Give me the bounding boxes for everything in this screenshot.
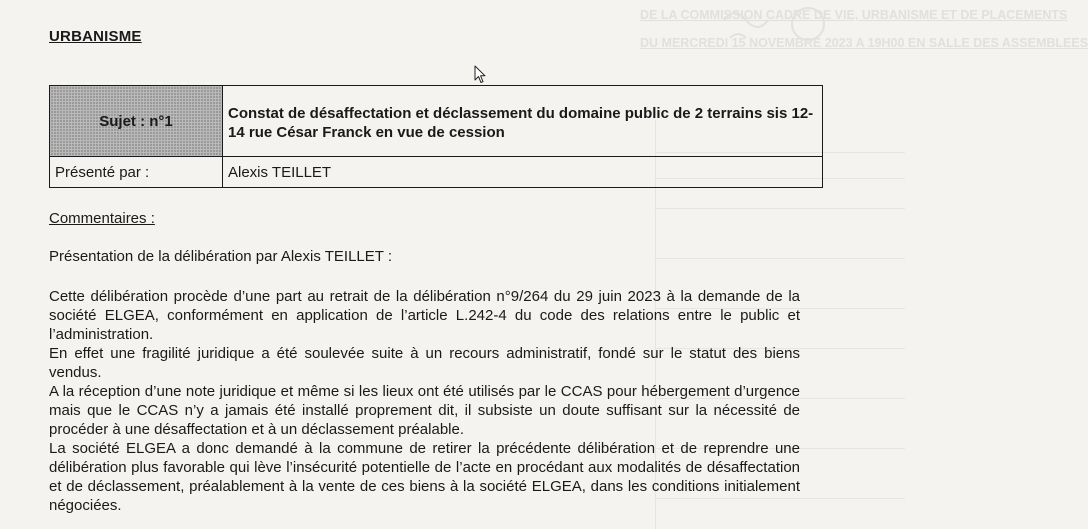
subject-title: Constat de désaffectation et déclassement du domaine public de 2 terrains sis 12-14 rue César Franck en vue de cession	[223, 86, 823, 157]
bleed-through-logo	[716, 2, 826, 52]
presenter-name: Alexis TEILLET	[223, 157, 823, 188]
bleed-through-rule	[655, 258, 905, 259]
bleed-through-rule	[655, 208, 905, 209]
bleed-through-heading-1: DE LA COMMISSION CADRE DE VIE, URBANISME ET DE PLACEMENTS	[640, 8, 1068, 22]
comments-heading: Commentaires :	[49, 210, 155, 227]
paragraph-legal-fragility: En effet une fragilité juridique a été soulevée suite à un recours administratif, fondé sur le statut des biens vendus.	[49, 345, 800, 381]
subject-row	[50, 86, 823, 157]
presentation-intro: Présentation de la délibération par Alexis TEILLET :	[49, 248, 392, 265]
paragraph-legal-note: A la réception d’une note juridique et même si les lieux ont été utilisés par le CCAS pour hébergement d’urgence mais que le CCAS n’y a jamais été installé proprement dit, il subsiste un doute suffisant sur la nécessité de procéder à une désaffectation et à un déclassement préalable.	[49, 383, 800, 438]
presenter-row	[50, 157, 823, 188]
section-title: URBANISME	[49, 28, 142, 45]
subject-number-label: Sujet : n°1	[50, 86, 223, 157]
subject-table	[49, 85, 823, 188]
presenter-label: Présenté par :	[50, 157, 223, 188]
bleed-through-heading-2: DU MERCREDI 15 NOVEMBRE 2023 A 19H00 EN SALLE DES ASSEMBLEES	[640, 36, 1088, 50]
mouse-pointer-icon	[474, 65, 486, 84]
paragraph-withdrawal: Cette délibération procède d’une part au retrait de la délibération n°9/264 du 29 juin 2023 à la demande de la société ELGEA, conformément en application de l’article L.242-4 du code des relations entre le public et l’administration.	[49, 288, 800, 343]
deliberation-body	[49, 287, 800, 515]
paragraph-elgea-request: La société ELGEA a donc demandé à la commune de retirer la précédente délibération et de reprendre une délibération plus favorable qui lève l’insécurité potentielle de l’acte en procédant aux modalités de désaffectation et de déclassement, préalablement à la vente de ces biens à la société ELGEA, dans les conditions initialement négociées.	[49, 440, 800, 514]
